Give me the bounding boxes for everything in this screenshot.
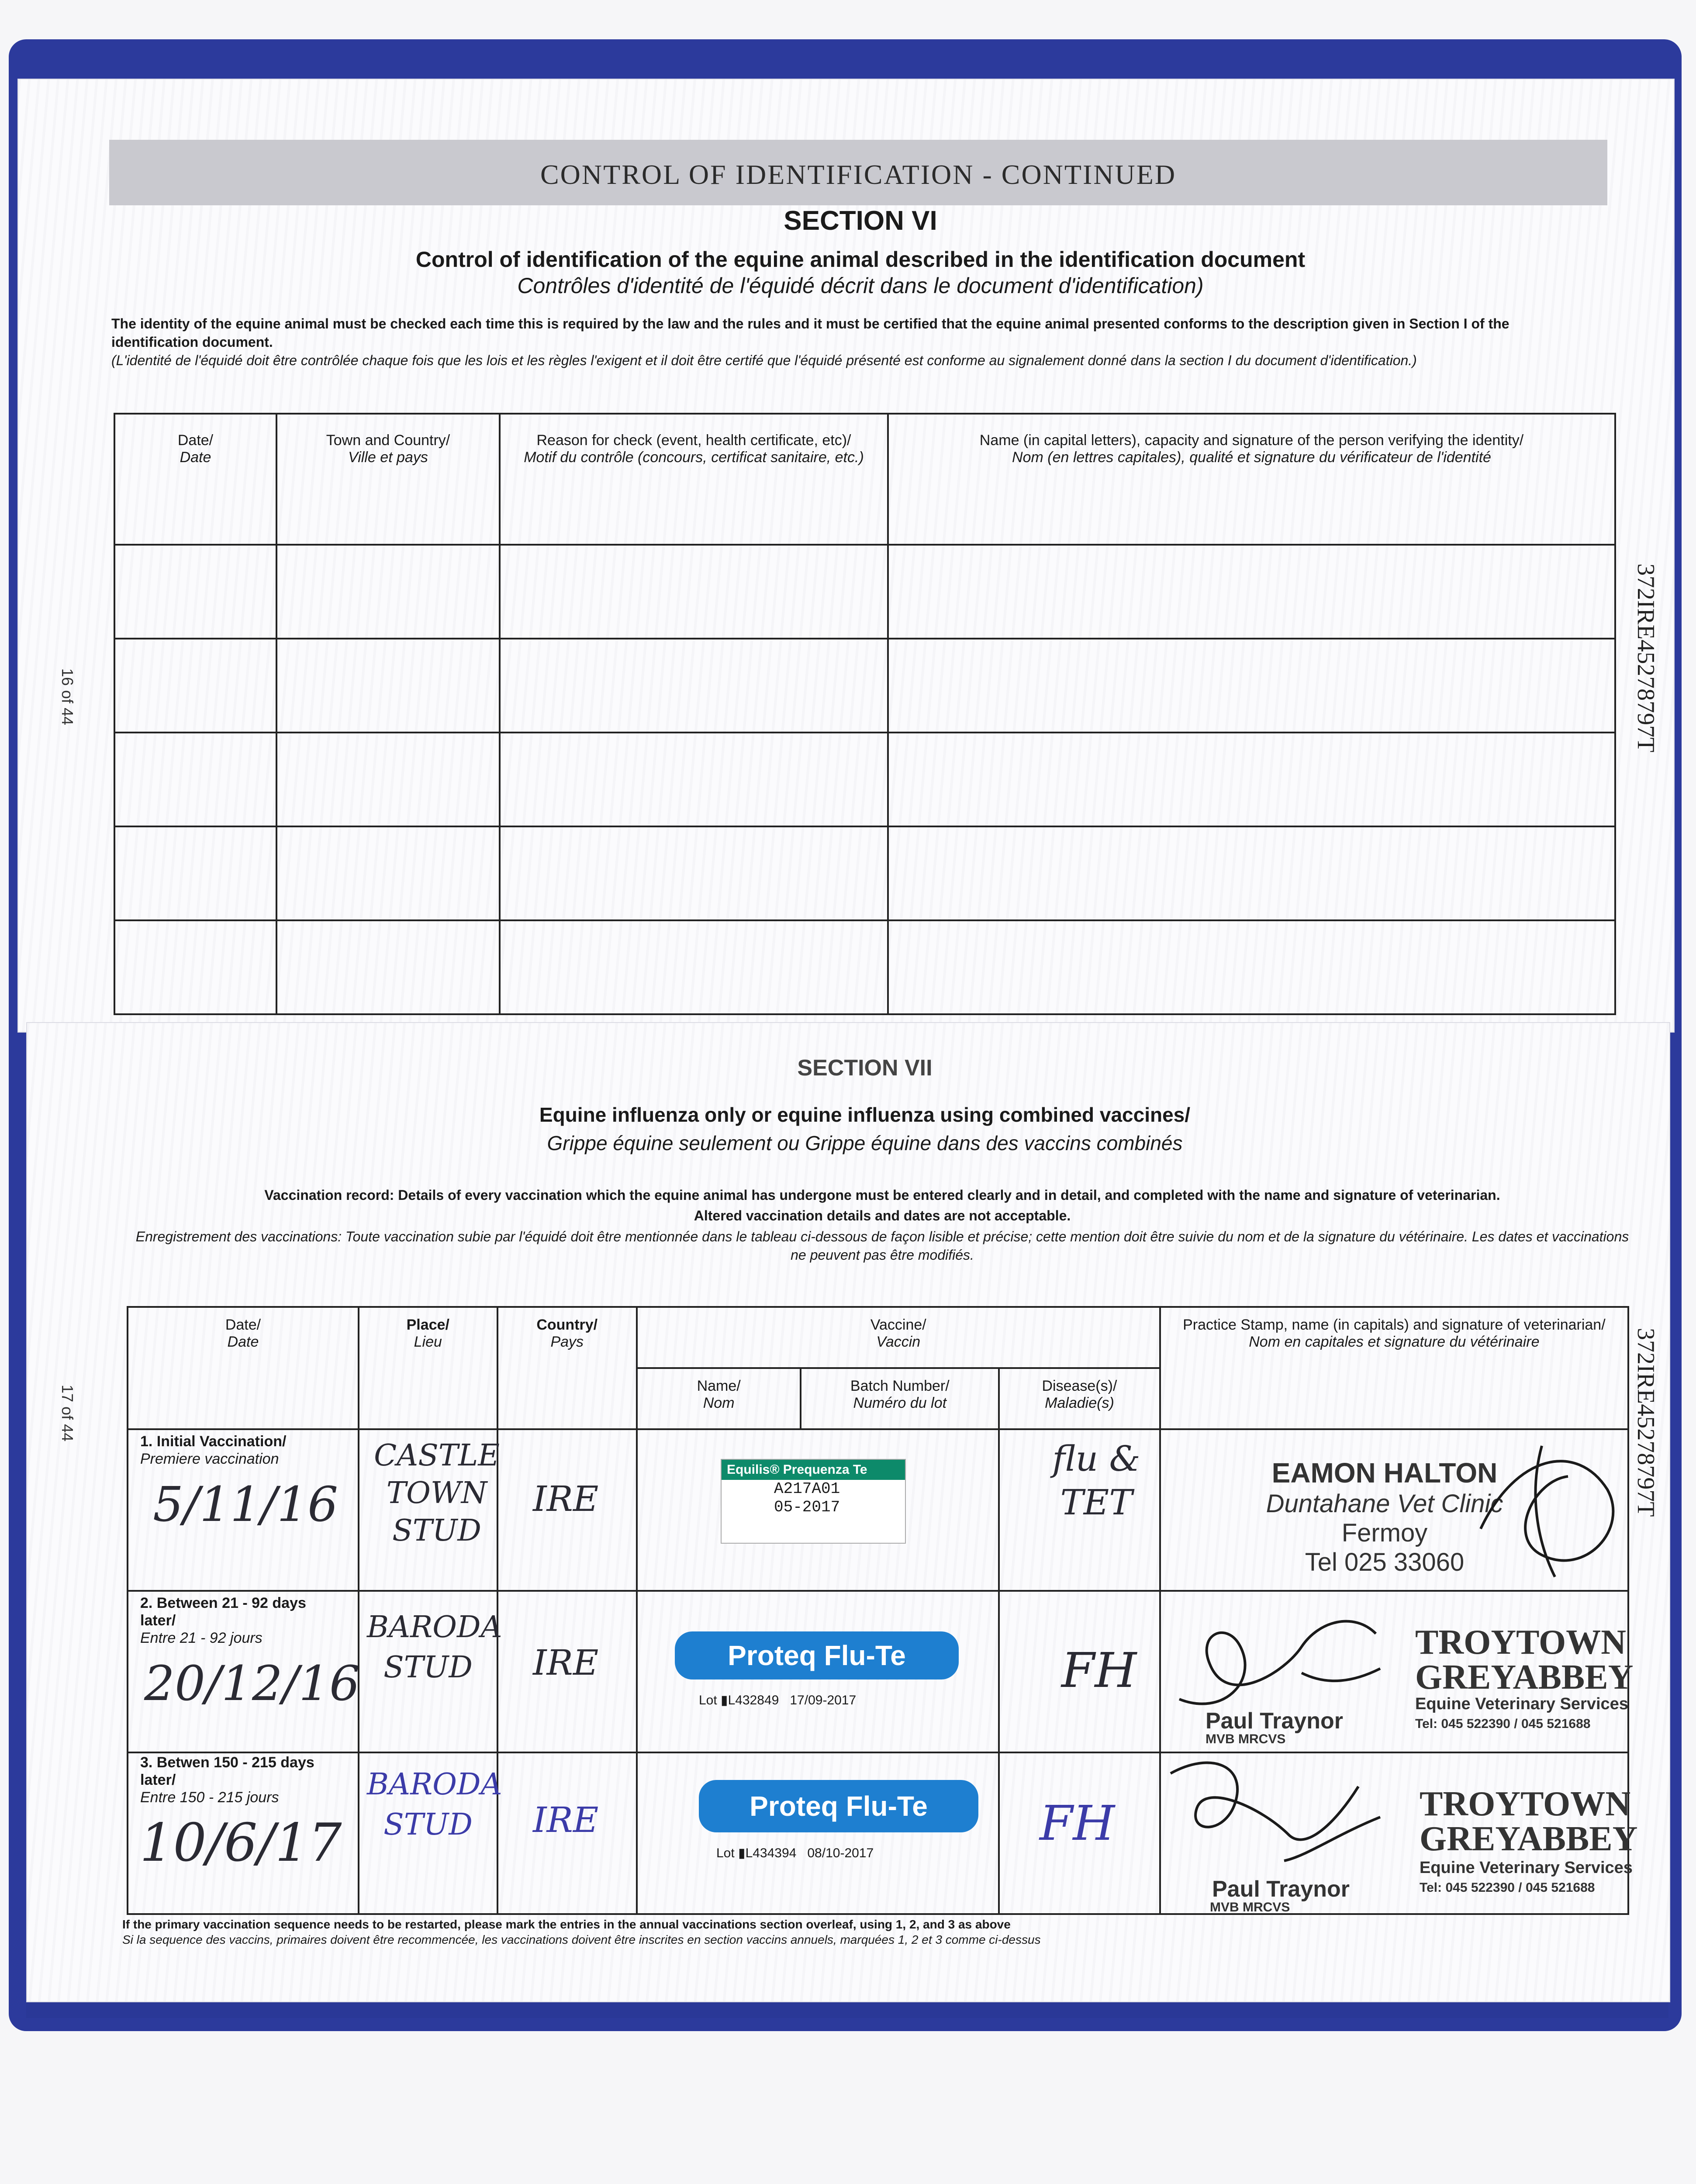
- row-3-disease-value: FH: [1040, 1795, 1115, 1851]
- table-row: [114, 639, 1615, 733]
- row-2-expiry: 17/09-2017: [790, 1693, 857, 1707]
- vaccine-sticker-proteq-2: [675, 1631, 959, 1679]
- row-2-disease-value: FH: [1061, 1642, 1137, 1698]
- row-1-expiry: 05-2017: [774, 1498, 840, 1516]
- vaccine-sticker-proteq-3: [699, 1780, 978, 1832]
- row-2-practice-tel: Tel: 045 522390 / 045 521688: [1415, 1717, 1591, 1731]
- cell-date[interactable]: [114, 733, 276, 826]
- section-vi-title: SECTION VI: [784, 206, 937, 236]
- col-practice-stamp: Practice Stamp, name (in capitals) and signature of veterinarian/ Nom en capitales et signature du vétérinaire: [1160, 1307, 1628, 1429]
- col-town-country: Town and Country/ Ville et pays: [276, 414, 500, 545]
- row-1-disease-value: flu & TET: [1052, 1438, 1140, 1523]
- row-3-practice-tel: Tel: 045 522390 / 045 521688: [1420, 1880, 1595, 1895]
- row-2-batch: L432849: [728, 1693, 779, 1707]
- row-3-country-value: IRE: [533, 1800, 599, 1840]
- row-2-vet-qual: MVB MRCVS: [1206, 1732, 1286, 1746]
- row-1-date-value: 5/11/16: [153, 1476, 339, 1532]
- row-1-label: 1. Initial Vaccination/ Premiere vaccination: [140, 1433, 287, 1467]
- vaccine-sticker-equilis: [721, 1459, 906, 1544]
- col-country: Country/ Pays: [497, 1307, 637, 1429]
- row-3-vet-name: Paul Traynor: [1212, 1876, 1350, 1902]
- stamp-clinic: Duntahane Vet Clinic: [1266, 1489, 1503, 1518]
- cell-reason[interactable]: [500, 826, 888, 920]
- row-3-batch: L434394: [745, 1846, 797, 1860]
- section-vii-subtitle-en: Equine influenza only or equine influenza using combined vaccines/: [539, 1103, 1191, 1126]
- cell-date[interactable]: [114, 545, 276, 639]
- cell-town[interactable]: [276, 545, 500, 639]
- table-row: [128, 1752, 1628, 1914]
- passport-code-top: 372IRE45278797T: [1632, 563, 1659, 753]
- cell-reason[interactable]: [500, 639, 888, 733]
- instruction-en: The identity of the equine animal must be checked each time this is required by the law and the rules and it must be certified that the equine animal presented conforms to the description given in Section I of the identification document.: [111, 316, 1509, 350]
- page-number-17: 17 of 44: [59, 1385, 76, 1442]
- row-2-lot-line: Lot ▮L432849 17/09-2017: [699, 1693, 857, 1707]
- cell-verifier[interactable]: [888, 733, 1615, 826]
- section-vi-subtitle-en: Control of identification of the equine animal described in the identification document: [415, 247, 1306, 272]
- row-2-practice-name: TROYTOWN GREYABBEY: [1415, 1623, 1634, 1697]
- row-3-label: 3. Betwen 150 - 215 days later/ Entre 150 - 215 jours: [140, 1754, 314, 1806]
- cell-town[interactable]: [276, 639, 500, 733]
- row-3-practice-sub: Equine Veterinary Services: [1420, 1859, 1633, 1877]
- vet-signature-1: [1463, 1428, 1629, 1590]
- cell-date[interactable]: [114, 639, 276, 733]
- cell-town[interactable]: [276, 826, 500, 920]
- stamp-tel: Tel 025 33060: [1305, 1548, 1465, 1576]
- cell-date[interactable]: [114, 920, 276, 1014]
- col-vaccine: Vaccine/ Vaccin: [637, 1307, 1160, 1368]
- vet-signature-2: [1171, 1594, 1398, 1725]
- vaccine-name-equilis: Equilis® Prequenza Te: [722, 1460, 905, 1480]
- row-2-date-value: 20/12/16: [144, 1655, 360, 1711]
- section-vi-instructions: [111, 314, 1588, 370]
- page-number-16: 16 of 44: [59, 668, 76, 726]
- table-row: [114, 920, 1615, 1014]
- row-2-label: 2. Between 21 - 92 days later/ Entre 21 - 92 jours: [140, 1595, 306, 1646]
- identity-check-table: [114, 413, 1616, 1015]
- vaccine-name-proteq-3: Proteq Flu-Te: [750, 1790, 928, 1822]
- cell-town[interactable]: [276, 733, 500, 826]
- cell-verifier[interactable]: [888, 545, 1615, 639]
- row-2-place-value: BARODA STUD: [367, 1610, 502, 1685]
- row-2-vet-name: Paul Traynor: [1206, 1708, 1343, 1734]
- row-1-country-value: IRE: [533, 1479, 599, 1519]
- row-3-lot-line: Lot ▮L434394 08/10-2017: [716, 1846, 874, 1860]
- row-3-vet-qual: MVB MRCVS: [1210, 1900, 1290, 1914]
- cell-date[interactable]: [114, 826, 276, 920]
- row-2-practice-sub: Equine Veterinary Services: [1415, 1695, 1628, 1713]
- row-2-country-value: IRE: [533, 1642, 599, 1683]
- vaccination-header-row1: [128, 1307, 1628, 1368]
- row-1-place-value: CASTLE TOWN STUD: [374, 1438, 500, 1548]
- record-fr: Enregistrement des vaccinations: Toute vaccination subie par l'équidé doit être mentionnée dans le tableau ci-dessous de façon lisible et précise; cette mention doit être suivie du nom et de la signature du vétérinaire. Les dates et vaccinations ne peuvent pas être modifiés.: [135, 1229, 1629, 1263]
- table-row: [114, 826, 1615, 920]
- record-en-2: Altered vaccination details and dates are not acceptable.: [694, 1208, 1071, 1223]
- row-3-place-value: BARODA STUD: [367, 1767, 502, 1842]
- col-disease: Disease(s)/ Maladie(s): [999, 1368, 1160, 1429]
- cell-reason[interactable]: [500, 920, 888, 1014]
- cell-reason[interactable]: [500, 545, 888, 639]
- cell-verifier[interactable]: [888, 920, 1615, 1014]
- page-banner: CONTROL OF IDENTIFICATION - CONTINUED: [109, 140, 1607, 205]
- col-vaccine-name: Name/ Nom: [637, 1368, 801, 1429]
- footer-note-fr: Si la sequence des vaccins, primaires doivent être recommencée, les vaccinations doivent être inscrites en section vaccins annuels, marquées 1, 2 et 3 comme ci-dessus: [122, 1933, 1041, 1946]
- row-3-expiry: 08/10-2017: [807, 1846, 874, 1860]
- stamp-name: EAMON HALTON: [1271, 1457, 1498, 1489]
- footer-note-en: If the primary vaccination sequence needs to be restarted, please mark the entries in the annual vaccinations section overleaf, using 1, 2, and 3 as above: [122, 1918, 1011, 1931]
- col-batch: Batch Number/ Numéro du lot: [801, 1368, 999, 1429]
- table-row: [114, 733, 1615, 826]
- col-place: Place/ Lieu: [359, 1307, 497, 1429]
- col-date: Date/ Date: [114, 414, 276, 545]
- row-1-batch: A217A01: [774, 1480, 840, 1498]
- section-vi-subtitle-fr: Contrôles d'identité de l'équidé décrit dans le document d'identification): [517, 273, 1204, 298]
- cell-town[interactable]: [276, 920, 500, 1014]
- vaccine-name-proteq: Proteq Flu-Te: [728, 1640, 906, 1671]
- section-vii-subtitle-fr: Grippe équine seulement ou Grippe équine dans des vaccins combinés: [547, 1132, 1183, 1154]
- passport-code-bottom: 372IRE45278797T: [1632, 1328, 1659, 1517]
- stamp-town: Fermoy: [1341, 1519, 1428, 1547]
- row-3-vaccine[interactable]: [637, 1752, 999, 1914]
- identity-check-header: [114, 414, 1615, 545]
- section-vii-title: SECTION VII: [797, 1055, 933, 1081]
- cell-verifier[interactable]: [888, 639, 1615, 733]
- col-verifier: Name (in capital letters), capacity and signature of the person verifying the identity/ Nom (en lettres capitales), qualité et signature du vérificateur de l'identité: [888, 414, 1615, 545]
- col-vacc-date: Date/ Date: [128, 1307, 359, 1429]
- instruction-fr: (L'identité de l'équidé doit être contrôlée chaque fois que les lois et les règles l'exigent et il doit être certifé que l'équidé présenté est conforme au signalement donné dans la section I du document d'identification.): [111, 352, 1417, 368]
- cell-verifier[interactable]: [888, 826, 1615, 920]
- vet-signature-3: [1162, 1747, 1398, 1887]
- col-reason: Reason for check (event, health certificate, etc)/ Motif du contrôle (concours, certificat sanitaire, etc.): [500, 414, 888, 545]
- table-row: [114, 545, 1615, 639]
- row-3-date-value: 10/6/17: [140, 1813, 342, 1873]
- cell-reason[interactable]: [500, 733, 888, 826]
- row-3-practice-name: TROYTOWN GREYABBEY: [1420, 1785, 1638, 1858]
- record-en: Vaccination record: Details of every vaccination which the equine animal has undergone must be entered clearly and in detail, and completed with the name and signature of veterinarian.: [264, 1187, 1500, 1203]
